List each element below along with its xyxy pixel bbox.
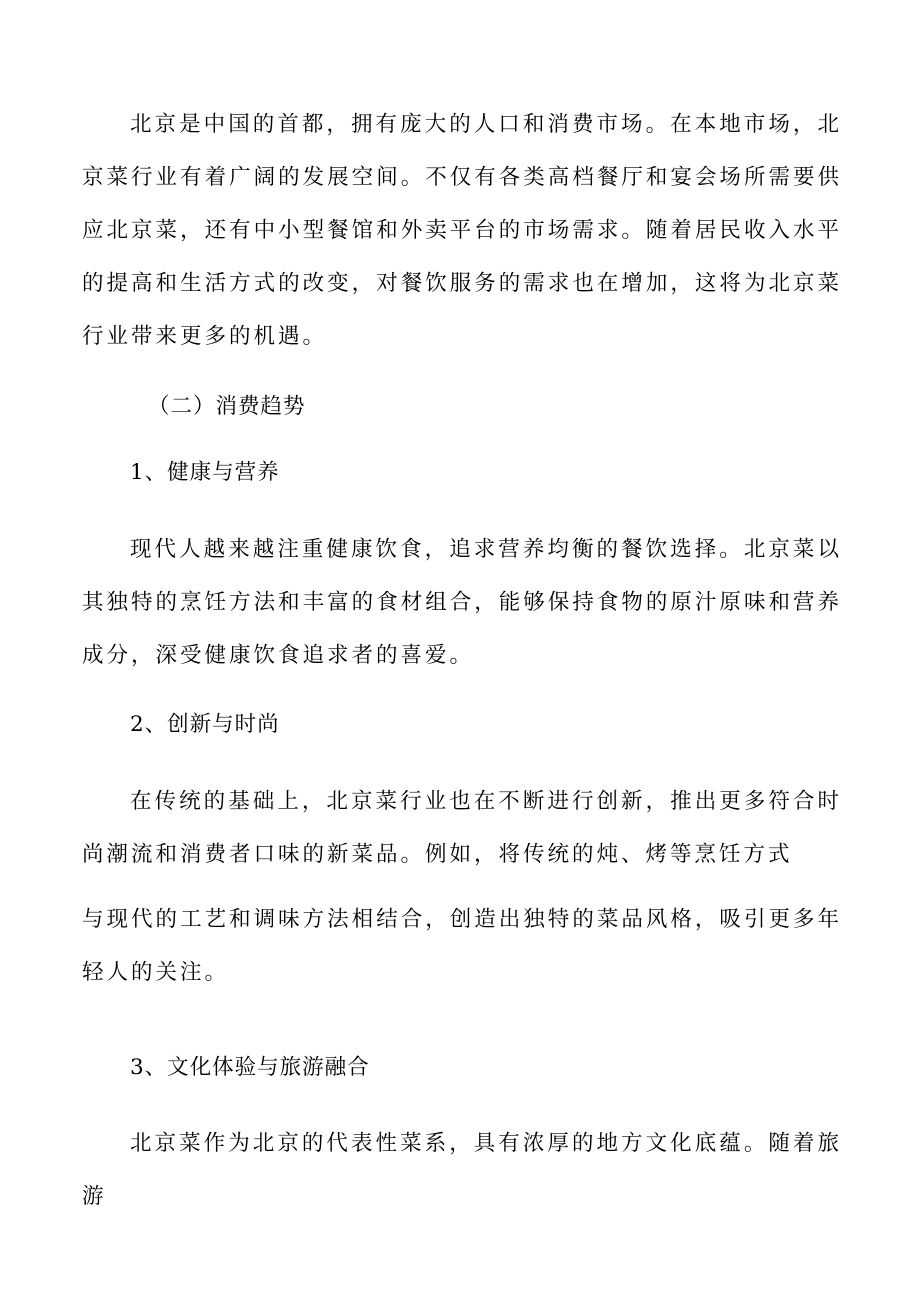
paragraph-market: 北京是中国的首都，拥有庞大的人口和消费市场。在本地市场，北京菜行业有着广阔的发展空间。不仅有各类高档餐厅和宴会场所需要供应北京菜，还有中小型餐馆和外卖平台的市场需求。随着居民收入水平的提高和生活方式的改变，对餐饮服务的需求也在增加，这将为北京菜行业带来更多的机遇。 bbox=[82, 112, 842, 349]
item2-paragraph-part2: 与现代的工艺和调味方法相结合，创造出独特的菜品风格，吸引更多年轻人的关注。 bbox=[82, 907, 842, 985]
section-heading-consumption-trends: （二）消费趋势 bbox=[148, 394, 306, 419]
item3-heading-culture-tourism: 3、文化体验与旅游融合 bbox=[130, 1055, 370, 1080]
item2-heading-innovation-fashion: 2、创新与时尚 bbox=[130, 712, 280, 737]
item3-paragraph: 北京菜作为北京的代表性菜系，具有浓厚的地方文化底蕴。随着旅游 bbox=[82, 1131, 842, 1209]
item2-paragraph-part1: 在传统的基础上，北京菜行业也在不断进行创新，推出更多符合时尚潮流和消费者口味的新菜品。例如，将传统的炖、烤等烹饪方式 bbox=[82, 789, 842, 867]
item1-paragraph: 现代人越来越注重健康饮食，追求营养均衡的餐饮选择。北京菜以其独特的烹饪方法和丰富的食材组合，能够保持食物的原汁原味和营养成分，深受健康饮食追求者的喜爱。 bbox=[82, 537, 842, 668]
item1-heading-health-nutrition: 1、健康与营养 bbox=[130, 460, 280, 485]
